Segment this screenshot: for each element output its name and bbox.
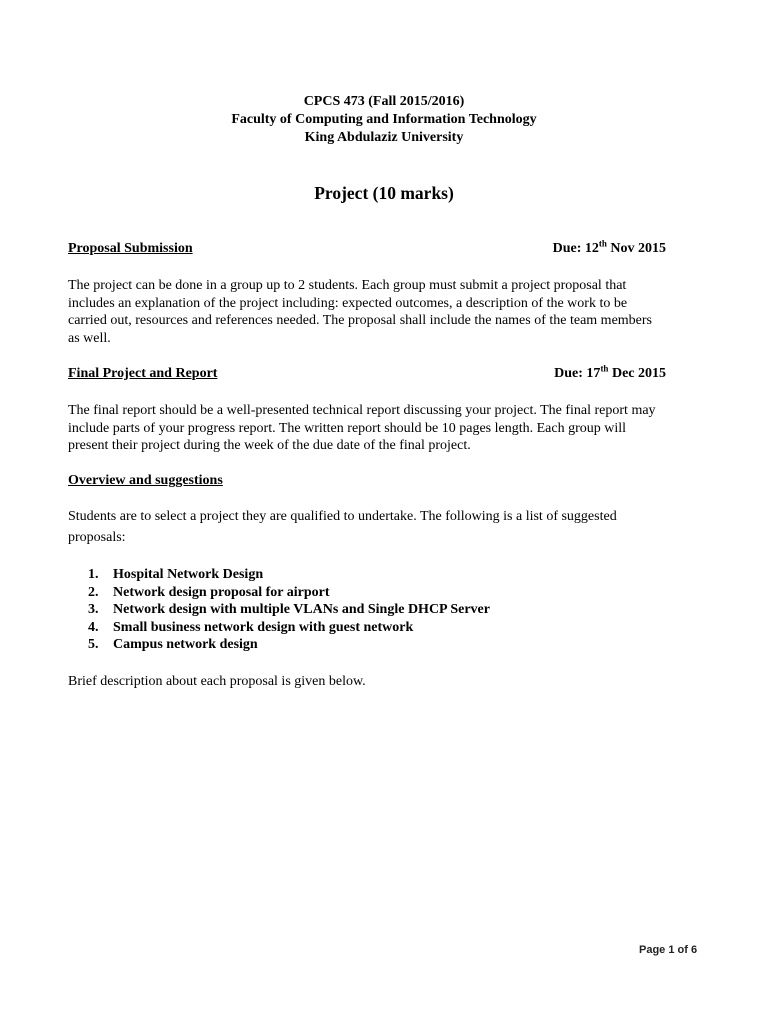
list-item-number: 4.: [88, 619, 99, 635]
final-project-heading: Final Project and Report: [68, 366, 218, 381]
list-item: [88, 619, 490, 637]
final-project-line: present their project during the week of the due date of the final project.: [68, 438, 471, 454]
document-header: [0, 93, 768, 147]
final-project-line: The final report should be a well-presented technical report discussing your project. The final report may: [68, 403, 656, 418]
proposal-submission-row: [68, 238, 666, 261]
overview-heading: Overview and suggestions: [68, 473, 223, 488]
faculty-name: Faculty of Computing and Information Technology: [231, 112, 537, 127]
page-title: Project (10 marks): [314, 183, 454, 203]
list-item: [88, 566, 490, 584]
proposal-due-date: [552, 238, 666, 257]
final-project-line: include parts of your progress report. The written report should be 10 pages length. Each group will: [68, 420, 627, 436]
list-item-text: Network design with multiple VLANs and Single DHCP Server: [113, 602, 490, 618]
list-item-text: Network design proposal for airport: [113, 584, 330, 600]
proposal-line: includes an explanation of the project including: expected outcomes, a description of the work to be: [68, 295, 628, 311]
proposal-list: [88, 566, 490, 654]
final-due-date: [554, 363, 666, 382]
proposal-due-suffix: Nov 2015: [606, 241, 666, 256]
proposal-line: as well.: [68, 330, 111, 346]
proposal-line: The project can be done in a group up to 2 students. Each group must submit a project proposal that: [68, 278, 627, 293]
list-item: [88, 601, 490, 619]
list-item-text: Campus network design: [113, 637, 258, 653]
list-item-number: 2.: [88, 584, 99, 600]
course-code: CPCS 473 (Fall 2015/2016): [303, 94, 465, 109]
proposal-due-sup: th: [598, 238, 607, 249]
final-due-sup: th: [600, 363, 609, 374]
overview-paragraph: [68, 506, 708, 548]
list-item-text: Small business network design with guest network: [113, 619, 414, 635]
list-item-number: 5.: [88, 637, 99, 653]
overview-line: proposals:: [68, 530, 126, 545]
proposal-line: carried out, resources and references needed. The proposal shall include the names of the team members: [68, 313, 653, 329]
list-item-number: 1.: [88, 567, 99, 582]
final-due-prefix: Due: 17: [554, 366, 601, 381]
overview-row: [68, 473, 666, 493]
list-item: [88, 636, 490, 654]
list-item-text: Hospital Network Design: [113, 567, 264, 582]
page-number: Page 1 of 6: [639, 944, 698, 956]
list-item-number: 3.: [88, 602, 99, 618]
overview-line: Students are to select a project they are qualified to undertake. The following is a list of suggested: [68, 509, 617, 524]
final-project-row: [68, 363, 666, 386]
proposal-due-prefix: Due: 12: [552, 241, 599, 256]
proposal-submission-heading: Proposal Submission: [68, 241, 193, 256]
closing-line: Brief description about each proposal is given below.: [68, 674, 366, 689]
final-project-paragraph: [68, 402, 708, 455]
university-name: King Abdulaziz University: [304, 130, 464, 145]
closing-paragraph: [68, 673, 708, 691]
list-item: [88, 584, 490, 602]
final-due-suffix: Dec 2015: [608, 366, 666, 381]
proposal-paragraph: [68, 277, 708, 347]
